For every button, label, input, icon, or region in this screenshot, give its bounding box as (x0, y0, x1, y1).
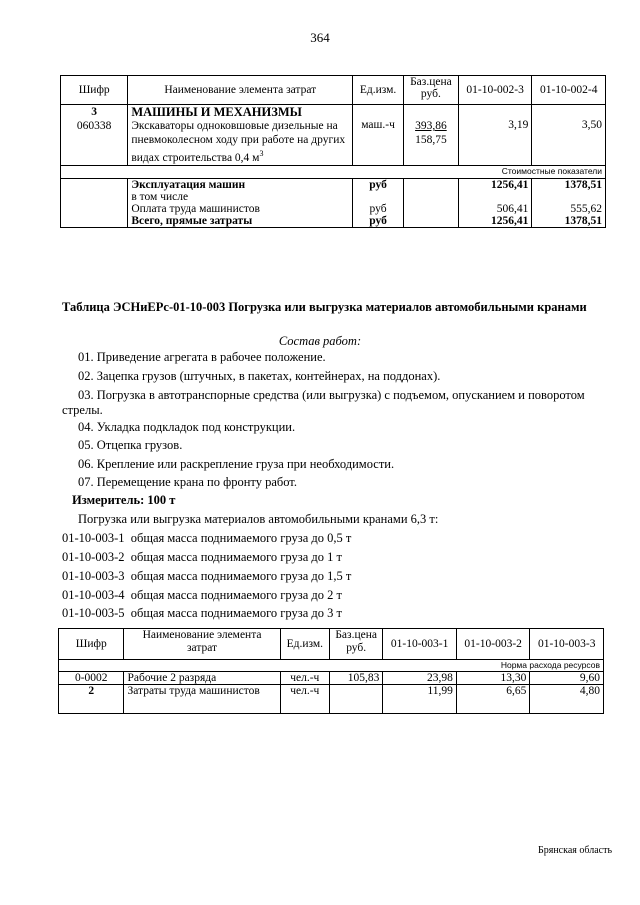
summary-name: Эксплуатация машин (128, 178, 353, 191)
footer-region: Брянская область (537, 845, 612, 856)
summary-row (61, 178, 606, 191)
header-cell: 01-10-002-3 (458, 76, 532, 105)
table-row (61, 105, 606, 166)
summary-row (61, 191, 606, 203)
row-name: Экскаваторы одноковшовые дизельные на пневмоколесном ходу при работе на других видах строительства 0,4 $м^3$ (131, 120, 346, 164)
header-cell: Шифр (59, 629, 124, 660)
price-value: 393,86 (415, 120, 447, 132)
unit-cell: чел.-ч (280, 672, 329, 685)
name-cell: Затраты труда машинистов (124, 685, 280, 714)
value-cell: 13,30 (456, 672, 530, 685)
code-line: 01-10-003-2 общая масса поднимаемого груза до 1 т (62, 550, 342, 564)
work-item: 02. Зацепка грузов (штучных, в пакетах, контейнерах, на поддонах). (78, 369, 441, 383)
summary-name: Оплата труда машинистов (128, 203, 353, 215)
code-line: 01-10-003-5 общая масса поднимаемого груза до 3 т (62, 606, 342, 620)
code-cell: 2 (59, 685, 124, 714)
summary-value: 1378,51 (532, 178, 606, 191)
cost-label-row (61, 165, 606, 178)
summary-name: Всего, прямые затраты (128, 215, 353, 228)
header-cell: Шифр (61, 76, 128, 105)
header-cell: 01-10-003-2 (456, 629, 530, 660)
summary-row (61, 203, 606, 215)
header-cell: 01-10-003-3 (530, 629, 604, 660)
header-cell: Ед.изм. (280, 629, 329, 660)
row-code: 060338 (76, 120, 112, 132)
intro-text: Погрузка или выгрузка материалов автомобильными кранами 6,3 т: (78, 512, 439, 526)
value-cell: 4,80 (530, 685, 604, 714)
code-cell (61, 105, 128, 166)
cost-table-1 (60, 75, 606, 228)
resource-table-2 (58, 628, 604, 714)
header-cell: 01-10-002-4 (532, 76, 606, 105)
table-row (59, 672, 604, 685)
table-row (59, 685, 604, 714)
work-item: 01. Приведение агрегата в рабочее положение. (78, 350, 326, 364)
price-cell: 105,83 (329, 672, 382, 685)
header-cell: 01-10-003-1 (383, 629, 457, 660)
header-cell: Ед.изм. (353, 76, 404, 105)
unit-cell: чел.-ч (280, 685, 329, 714)
value-cell: 11,99 (383, 685, 457, 714)
value-cell: 3,19 (458, 105, 532, 166)
norm-label: Норма расхода ресурсов (59, 660, 604, 672)
work-item: 05. Отцепка грузов. (78, 438, 183, 452)
summary-value: 1256,41 (458, 215, 532, 228)
value-cell: 3,50 (532, 105, 606, 166)
cost-label: Стоимостные показатели (61, 165, 606, 178)
price-cell (403, 105, 458, 166)
norm-label-row (59, 660, 604, 672)
summary-value: 1256,41 (458, 178, 532, 191)
meter: Измеритель: 100 т (72, 493, 176, 507)
page-number: 364 (310, 30, 330, 45)
price-cell (329, 685, 382, 714)
header-cell: Наименование элемента затрат (124, 629, 280, 660)
header-cell: Баз.цена руб. (403, 76, 458, 105)
table-header-row (59, 629, 604, 660)
summary-value: 555,62 (532, 203, 606, 215)
work-item: 07. Перемещение крана по фронту работ. (78, 475, 297, 489)
section-code: 3 (91, 106, 98, 118)
table-header-row (61, 76, 606, 105)
summary-unit: руб (353, 203, 404, 215)
summary-unit: руб (353, 215, 404, 228)
summary-value: 506,41 (458, 203, 532, 215)
header-cell: Баз.цена руб. (329, 629, 382, 660)
summary-name: в том числе (128, 191, 353, 203)
section-title: Таблица ЭСНиЕРс-01-10-003 Погрузка или выгрузка материалов автомобильными кранами (62, 300, 587, 314)
name-cell: Рабочие 2 разряда (124, 672, 280, 685)
code-line: 01-10-003-4 общая масса поднимаемого груза до 2 т (62, 588, 342, 602)
code-cell: 0-0002 (59, 672, 124, 685)
price-value: 158,75 (415, 134, 447, 146)
code-line: 01-10-003-1 общая масса поднимаемого груза до 0,5 т (62, 531, 352, 545)
work-item: 06. Крепление или раскрепление груза при необходимости. (78, 457, 395, 471)
header-cell: Наименование элемента затрат (128, 76, 353, 105)
value-cell: 6,65 (456, 685, 530, 714)
summary-unit: руб (353, 178, 404, 191)
summary-value: 1378,51 (532, 215, 606, 228)
value-cell: 23,98 (383, 672, 457, 685)
work-item: 04. Укладка подкладок под конструкции. (78, 420, 296, 434)
work-item: 03. Погрузка в автотранспорные средства (или выгрузка) с подъемом, опусканием и поворотом стрелы. (62, 388, 585, 417)
work-composition-label: Состав работ: (278, 334, 362, 348)
section-title: МАШИНЫ И МЕХАНИЗМЫ (131, 105, 302, 119)
unit-cell: маш.-ч (353, 105, 404, 166)
summary-row (61, 215, 606, 228)
value-cell: 9,60 (530, 672, 604, 685)
code-line: 01-10-003-3 общая масса поднимаемого груза до 1,5 т (62, 569, 352, 583)
name-cell (128, 105, 353, 166)
